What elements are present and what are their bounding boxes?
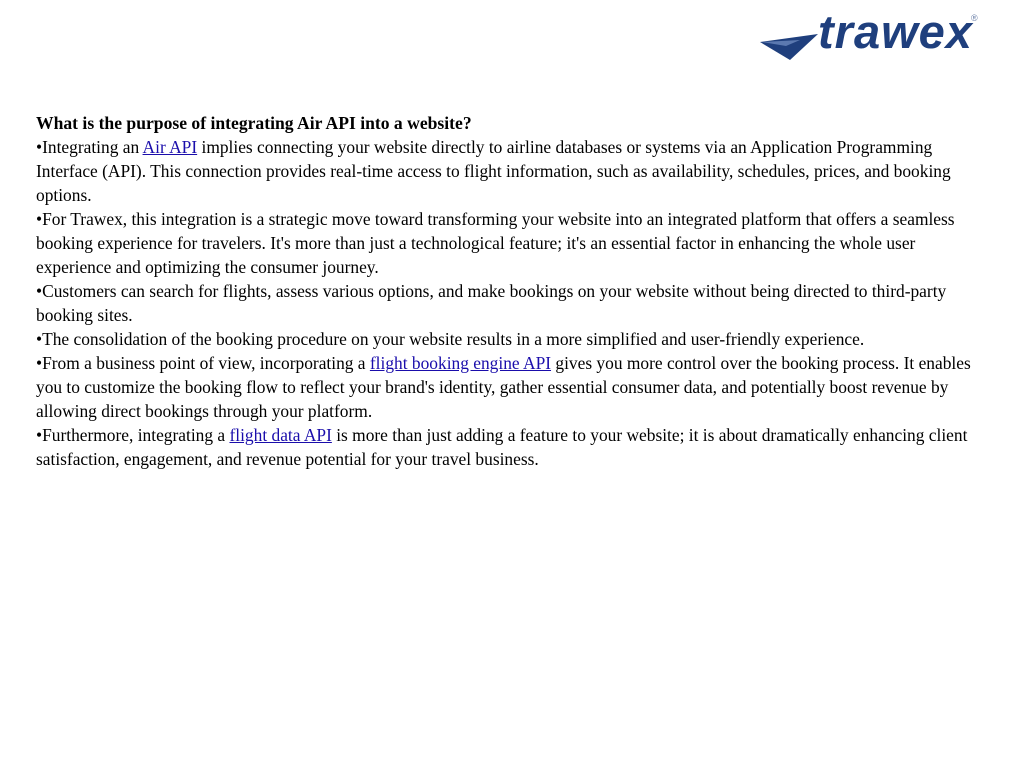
paragraph-text: gives you more control over the booking process. It enables you to customize the booking flow to reflect your brand's identity, gather essential consumer data, and potentially boost revenue by allowing direct bookings through your platform. [36, 353, 971, 421]
article-heading: What is the purpose of integrating Air API into a website? [36, 113, 472, 133]
paragraph-text: implies connecting your website directly to airline databases or systems via an Application Programming Interface (API). This connection provides real-time access to flight information, such as availability, schedules, prices, and booking options. [36, 137, 951, 205]
paragraph-text: •Integrating an [36, 137, 143, 157]
registered-mark: ® [971, 13, 978, 23]
paragraph-text: •From a business point of view, incorporating a [36, 353, 370, 373]
paragraph-text: •Furthermore, integrating a [36, 425, 230, 445]
paragraph-trawex-integration: •For Trawex, this integration is a strategic move toward transforming your website into an integrated platform that offers a seamless booking experience for travelers. It's more than just a technological feature; it's an essential factor in enhancing the whole user experience and optimizing the consumer journey. [36, 209, 955, 277]
paragraph-air-api [36, 135, 986, 207]
flight-booking-engine-api-link[interactable]: flight booking engine API [369, 353, 552, 373]
paragraph-text: is more than just adding a feature to your website; it is about dramatically enhancing client satisfaction, engagement, and revenue potential for your travel business. [36, 425, 968, 469]
logo-text: trawex [818, 5, 973, 58]
paragraph-furthermore [36, 423, 986, 471]
paragraph-consolidation: •The consolidation of the booking procedure on your website results in a more simplified and user-friendly experience. [36, 329, 865, 349]
paragraph-customers-search: •Customers can search for flights, assess various options, and make bookings on your website without being directed to third-party booking sites. [36, 281, 947, 325]
paragraph-business-view [36, 351, 986, 423]
trawex-logo [760, 5, 1010, 68]
arrow-wing-icon [760, 30, 820, 62]
flight-data-api-link[interactable]: flight data API [229, 425, 332, 445]
air-api-link[interactable]: Air API [142, 137, 198, 157]
article-body [36, 111, 986, 471]
